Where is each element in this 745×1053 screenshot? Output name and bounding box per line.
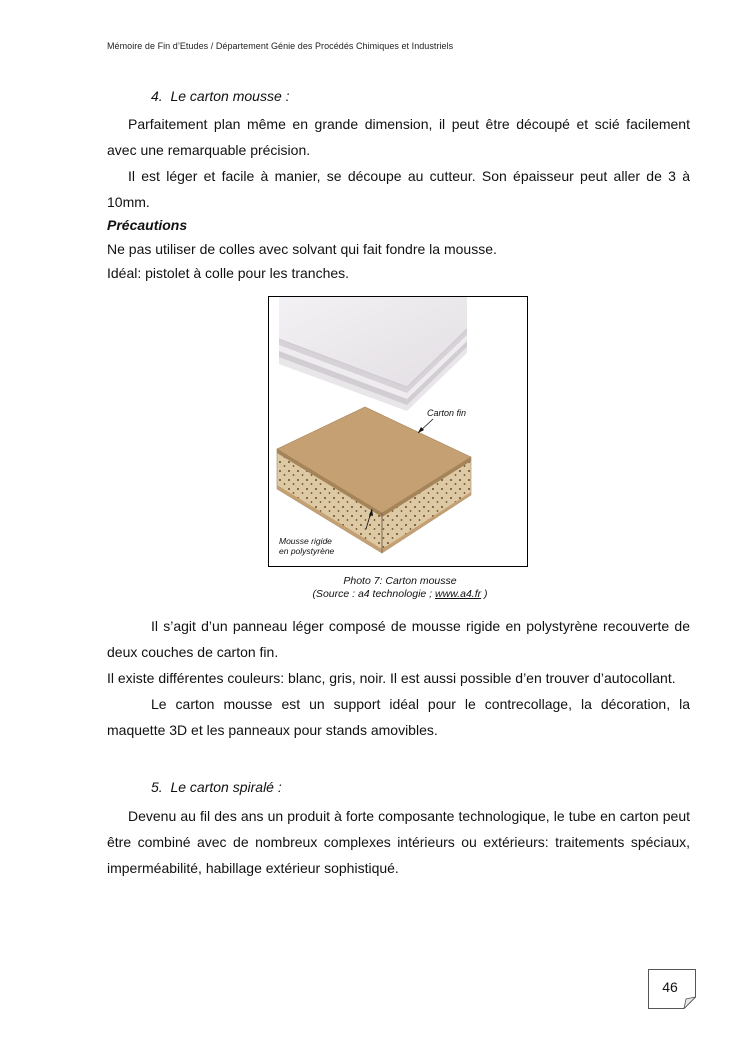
precautions-title: Précautions — [107, 217, 188, 233]
section-4-intro — [107, 111, 690, 215]
section-5-heading — [151, 779, 282, 795]
label-en-polystyrene: en polystyrène — [279, 546, 335, 556]
carton-mousse-illustration — [269, 297, 527, 566]
running-header: Mémoire de Fin d’Etudes / Département Génie des Procédés Chimiques et Industriels — [107, 41, 454, 51]
section-4-heading — [151, 88, 290, 104]
section-5-number: 5. — [151, 779, 163, 795]
precaution-item-2: Idéal: pistolet à colle pour les tranches. — [107, 265, 350, 281]
caption-source — [230, 588, 570, 601]
paragraph-plan: Parfaitement plan même en grande dimension, il peut être découpé et scié facilement avec une remarquable précision. — [107, 116, 690, 158]
figure-carton-mousse — [268, 296, 528, 567]
section-4-number: 4. — [151, 88, 163, 104]
page-number-box — [648, 969, 696, 1009]
precautions-block — [107, 213, 690, 285]
precaution-item-1: Ne pas utiliser de colles avec solvant qui fait fondre la mousse. — [107, 241, 497, 257]
label-carton-fin: Carton fin — [427, 408, 467, 418]
paragraph-support: Le carton mousse est un support idéal pour le contrecollage, la décoration, la maquette 3D et les panneaux pour stands amovibles. — [107, 696, 690, 738]
caption-source-prefix: (Source : a4 technologie ; — [312, 588, 436, 600]
page-number: 46 — [662, 979, 678, 995]
label-mousse-rigide: Mousse rigide — [279, 536, 332, 546]
paragraph-spirale: Devenu au fil des ans un produit à forte composante technologique, le tube en carton peut être combiné avec de nombreux complexes intérieurs ou extérieurs: traitements spéciaux, imperméabilité, habillage extérieur sophistiqué. — [107, 808, 690, 876]
section-4-title: Le carton mousse : — [170, 88, 290, 104]
paragraph-couleurs: Il existe différentes couleurs: blanc, gris, noir. Il est aussi possible d’en trouver d’autocollant. — [107, 670, 676, 686]
section-4-body — [107, 613, 690, 743]
annotation-carton-fin — [418, 408, 466, 433]
paragraph-leger: Il est léger et facile à manier, se découpe au cutteur. Son épaisseur peut aller de 3 à 10mm. — [107, 168, 690, 210]
figure-caption — [230, 575, 570, 601]
caption-source-suffix: ) — [481, 588, 488, 600]
section-5-body — [107, 803, 690, 881]
caption-title: Photo 7: Carton mousse — [343, 575, 457, 587]
foam-board-diagram — [277, 407, 471, 553]
white-foam-boards-photo — [279, 297, 467, 411]
source-link[interactable]: www.a4.fr — [435, 588, 482, 600]
section-5-title: Le carton spiralé : — [170, 779, 282, 795]
paragraph-panneau: Il s’agit d’un panneau léger composé de mousse rigide en polystyrène recouverte de deux couches de carton fin. — [107, 618, 690, 660]
